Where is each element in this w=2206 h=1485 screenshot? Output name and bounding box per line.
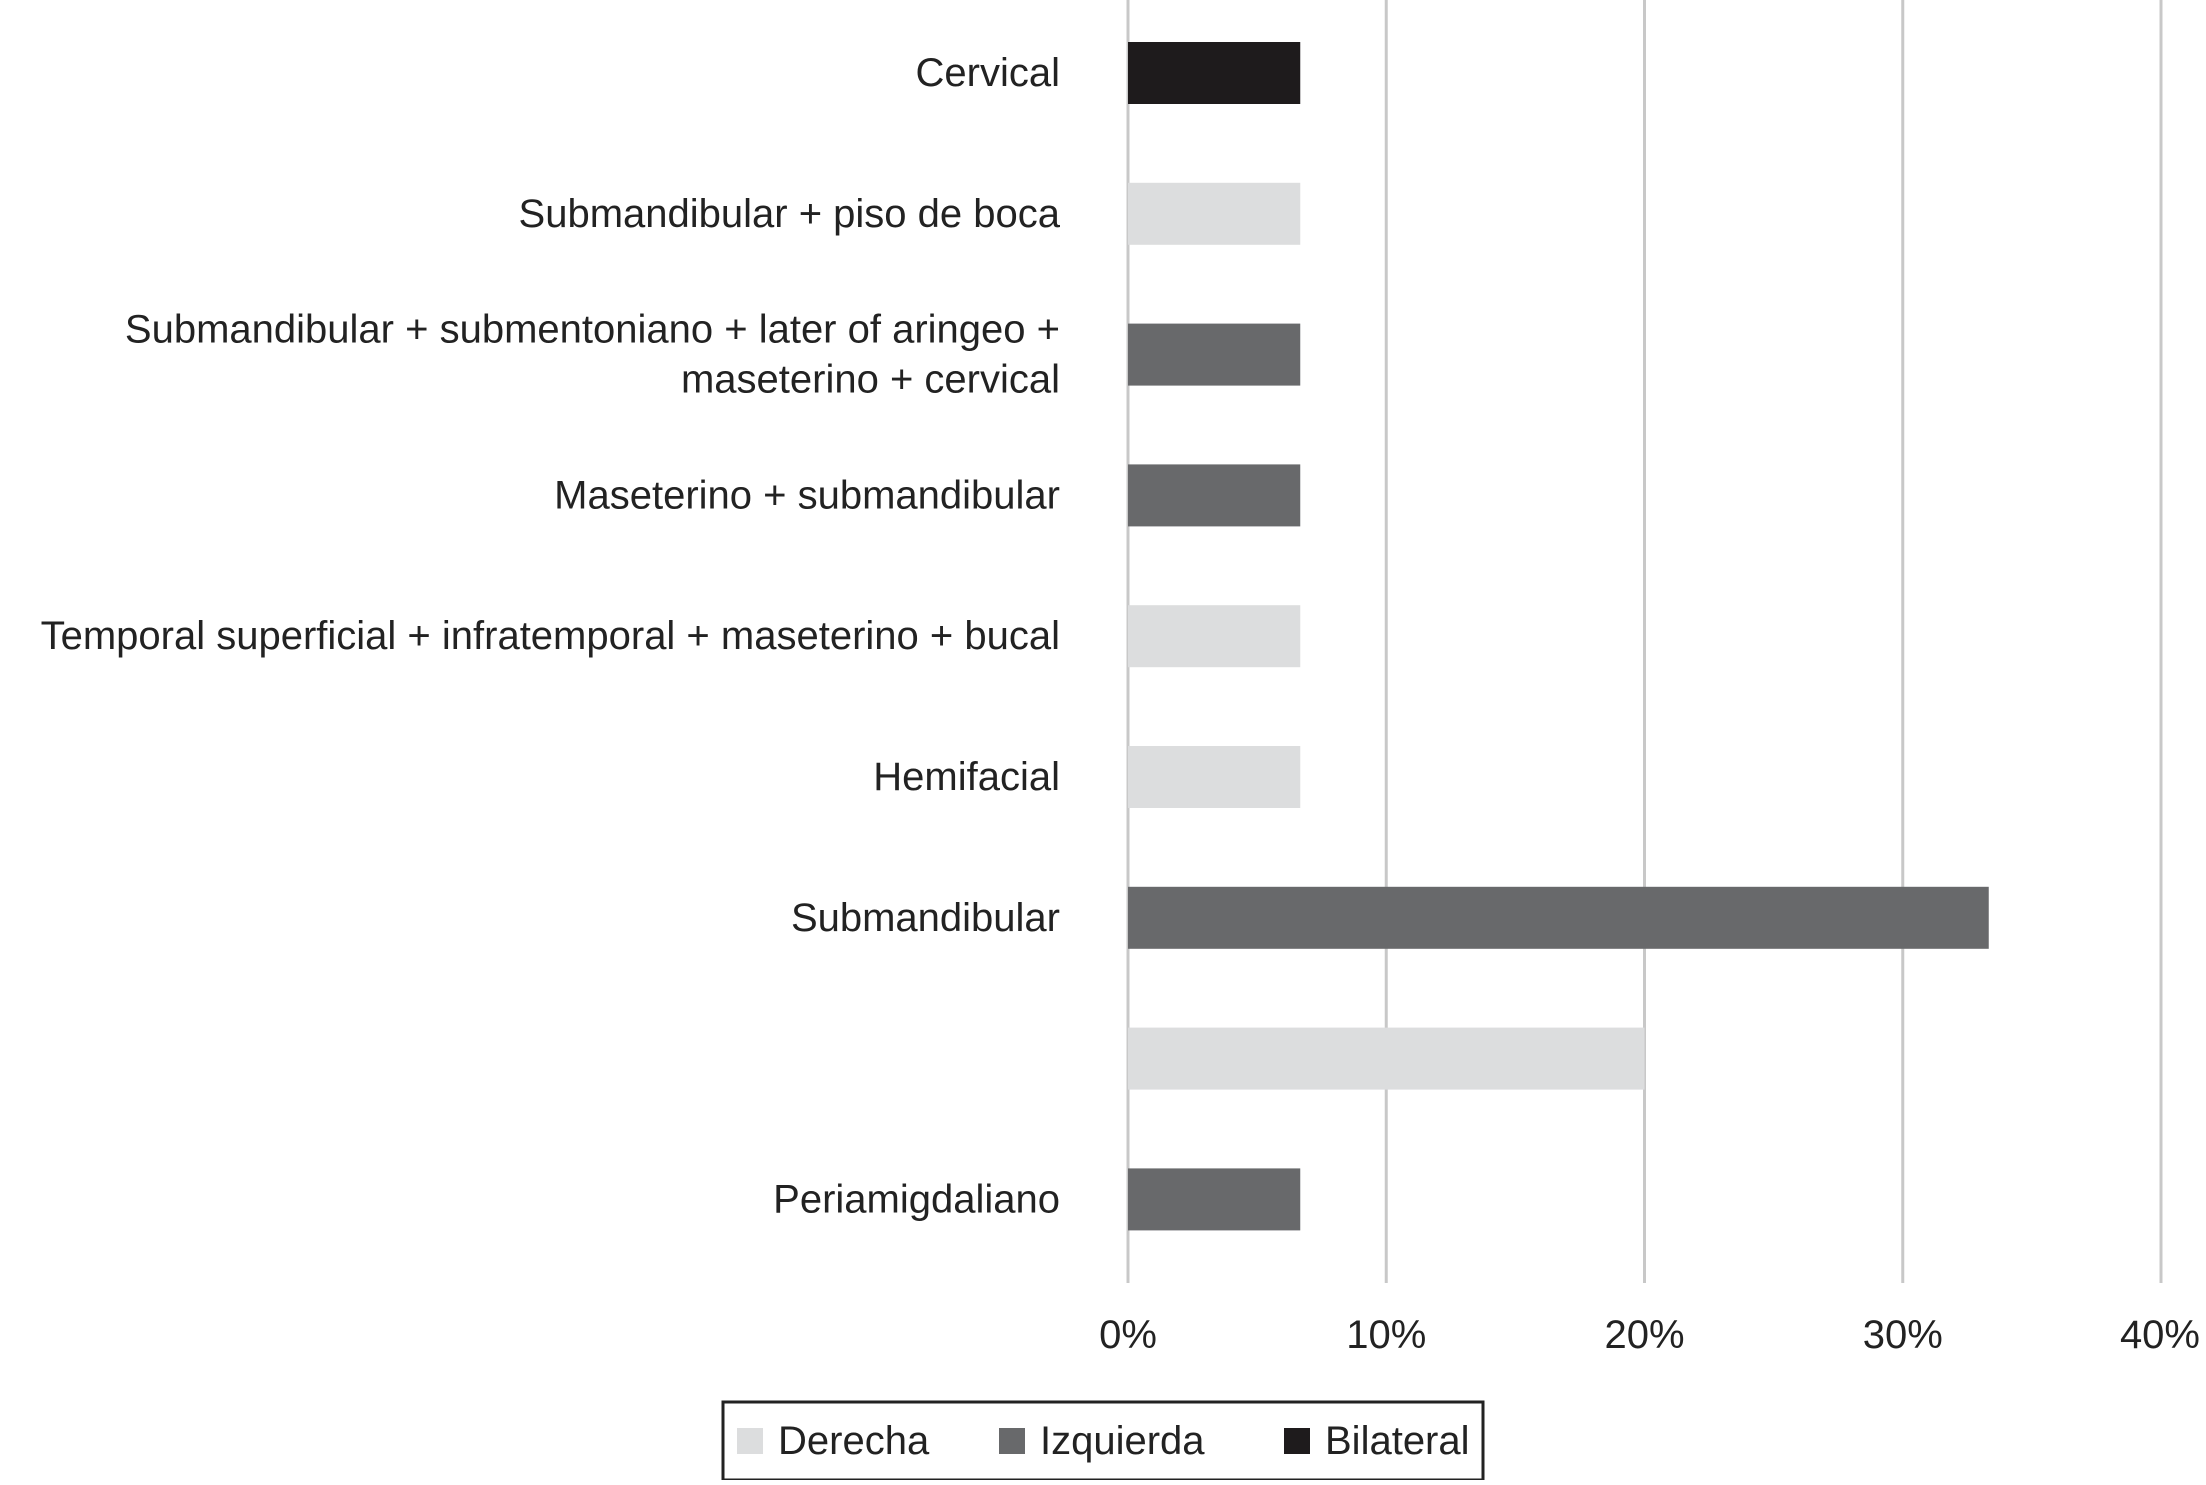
legend-label-derecha: Derecha [778,1419,930,1463]
category-label-4: Temporal superficial + infratemporal + maseterino + bucal [40,614,1060,659]
category-label-1: Submandibular + piso de boca [518,191,1060,236]
category-label-5: Hemifacial [873,755,1060,799]
bar-7 [1128,1028,1645,1090]
bars [1128,42,1989,1230]
x-tick-label-10: 10% [1346,1313,1427,1357]
legend-label-izquierda: Izquierda [1040,1419,1205,1463]
legend-swatch-derecha [737,1428,763,1454]
legend [723,1402,1483,1480]
x-tick-label-30: 30% [1862,1313,1943,1357]
category-labels [41,51,1061,1221]
bar-3 [1128,464,1300,526]
bar-4 [1128,605,1300,667]
category-label-6: Submandibular [790,895,1060,940]
category-label-0: Cervical [915,51,1060,95]
bar-1 [1128,183,1300,245]
category-label-2-line-1: maseterino + cervical [680,357,1060,402]
x-tick-label-20: 20% [1604,1313,1685,1357]
category-label-8: Periamigdaliano [773,1177,1060,1222]
category-label-2-line-0: Submandibular + submentoniano + later of aringeo + [124,307,1060,352]
legend-swatch-bilateral [1284,1428,1310,1454]
legend-label-bilateral: Bilateral [1325,1419,1470,1463]
x-tick-label-40: 40% [2119,1313,2200,1357]
bar-0 [1128,42,1300,104]
bar-6 [1128,887,1989,949]
legend-swatch-izquierda [999,1428,1025,1454]
bar-2 [1128,324,1300,386]
bar-5 [1128,746,1300,808]
category-label-3: Maseterino + submandibular [554,473,1060,518]
x-tick-label-0: 0% [1099,1313,1157,1357]
bar-8 [1128,1168,1300,1230]
x-axis-tick-labels [1099,1313,2200,1357]
